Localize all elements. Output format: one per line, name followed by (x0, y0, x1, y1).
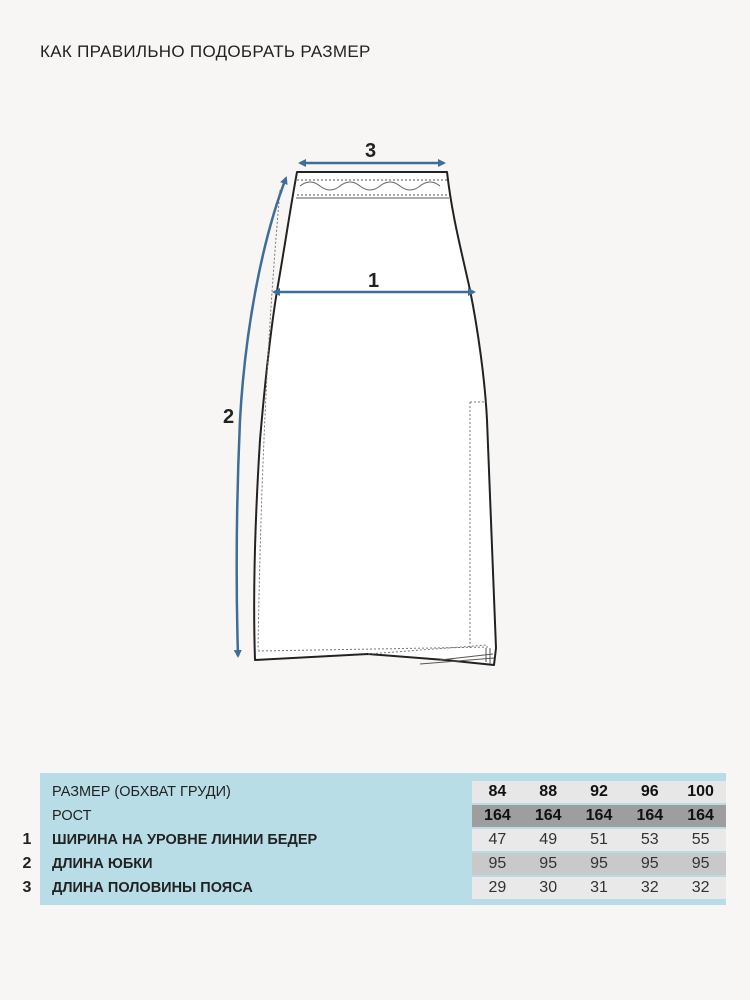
row-values (472, 877, 726, 899)
row-label: ДЛИНА ПОЛОВИНЫ ПОЯСА (52, 880, 253, 896)
cell: 47 (488, 831, 507, 848)
row-label: ШИРИНА НА УРОВНЕ ЛИНИИ БЕДЕР (52, 832, 318, 848)
cell: 96 (640, 783, 659, 800)
cell: 95 (640, 855, 659, 872)
row-label: ДЛИНА ЮБКИ (52, 856, 153, 872)
table-row (22, 853, 726, 875)
cell: 95 (488, 855, 507, 872)
table-row (22, 829, 726, 851)
cell: 30 (539, 879, 558, 896)
row-number: 1 (22, 831, 32, 848)
cell: 49 (539, 831, 558, 848)
cell: 92 (590, 783, 608, 800)
label-1: 1 (368, 270, 380, 292)
cell: 29 (488, 879, 507, 896)
row-number: 2 (22, 855, 32, 872)
cell: 100 (687, 783, 714, 800)
row-values (472, 853, 726, 875)
cell: 95 (691, 855, 710, 872)
size-table (22, 773, 726, 905)
table-row (22, 877, 726, 899)
cell: 164 (687, 807, 714, 824)
label-3: 3 (365, 140, 377, 162)
cell: 84 (488, 783, 507, 800)
page-title: КАК ПРАВИЛЬНО ПОДОБРАТЬ РАЗМЕР (40, 42, 371, 61)
label-2: 2 (223, 406, 235, 428)
cell: 55 (691, 831, 710, 848)
cell: 31 (590, 879, 608, 896)
cell: 51 (590, 831, 608, 848)
cell: 95 (539, 855, 558, 872)
row-label: РОСТ (52, 808, 92, 824)
table-row (40, 805, 726, 827)
skirt-outline (254, 172, 496, 665)
cell: 32 (640, 879, 659, 896)
cell: 88 (539, 783, 558, 800)
table-row (40, 781, 726, 803)
cell: 164 (585, 807, 613, 824)
row-values (472, 781, 726, 803)
cell: 164 (534, 807, 562, 824)
row-values (472, 829, 726, 851)
row-values (472, 805, 726, 827)
cell: 95 (590, 855, 608, 872)
cell: 164 (484, 807, 511, 824)
cell: 32 (691, 879, 710, 896)
row-label: РАЗМЕР (ОБХВАТ ГРУДИ) (52, 784, 231, 800)
row-number: 3 (22, 879, 32, 896)
cell: 53 (640, 831, 659, 848)
cell: 164 (636, 807, 664, 824)
